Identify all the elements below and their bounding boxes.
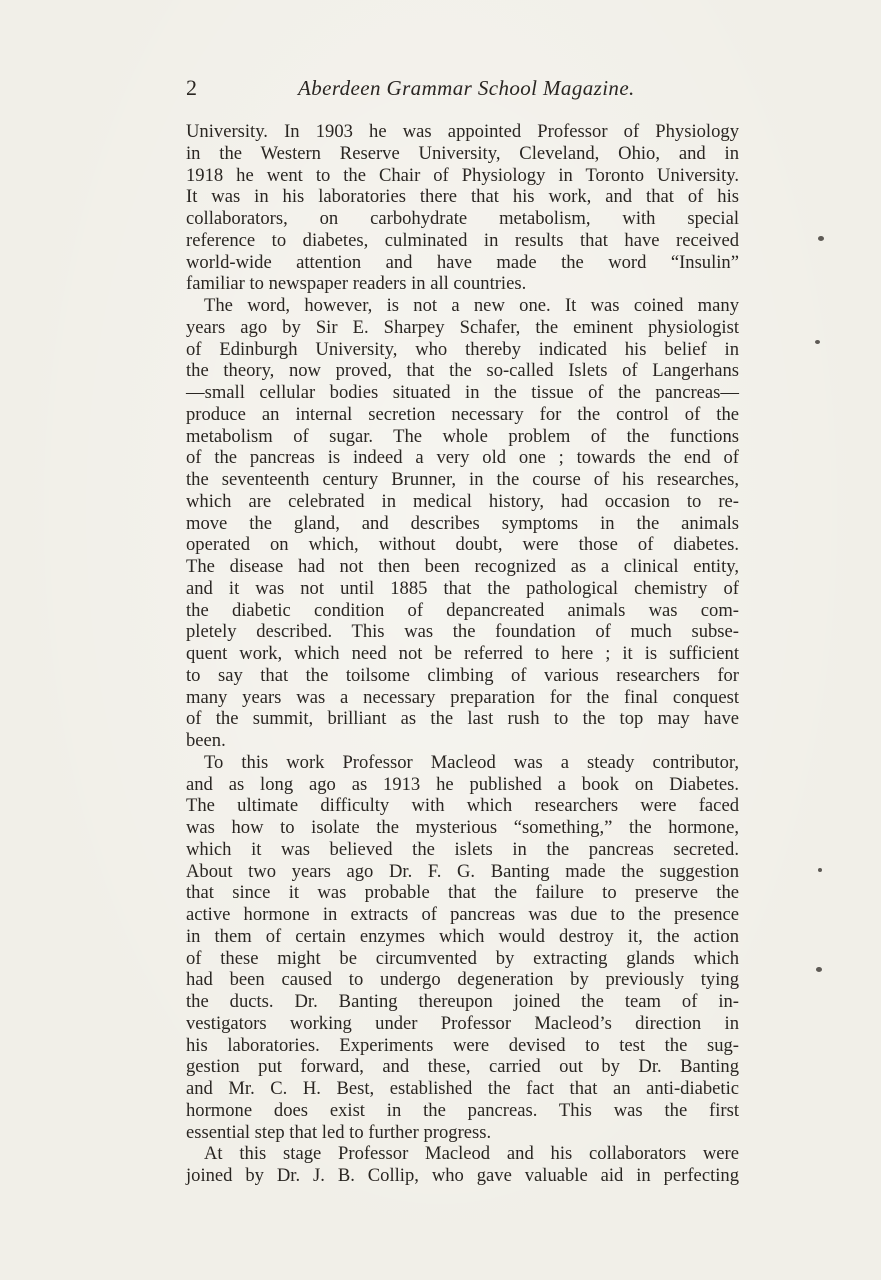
text-line: reference to diabetes, culminated in results that have received [186, 229, 739, 251]
text-line: in the Western Reserve University, Cleveland, Ohio, and in [186, 142, 739, 164]
text-line: About two years ago Dr. F. G. Banting made the suggestion [186, 860, 739, 882]
text-line: and it was not until 1885 that the pathological chemistry of [186, 577, 739, 599]
text-line: joined by Dr. J. B. Collip, who gave valuable aid in perfecting [186, 1165, 739, 1186]
text-line: the ducts. Dr. Banting thereupon joined the team of in- [186, 991, 739, 1012]
margin-speck [818, 236, 824, 241]
text-line: gestion put forward, and these, carried out by Dr. Banting [186, 1056, 739, 1078]
text-line: which it was believed the islets in the pancreas secreted. [186, 838, 739, 860]
text-line: metabolism of sugar. The whole problem of the functions [186, 425, 739, 447]
article-body [186, 121, 739, 1187]
text-line: many years was a necessary preparation for the final conquest [186, 686, 739, 708]
text-line: quent work, which need not be referred to here ; it is sufficient [186, 643, 739, 664]
text-line: University. In 1903 he was appointed Professor of Physiology [186, 121, 739, 142]
text-line: pletely described. This was the foundation of much subse- [186, 621, 739, 643]
text-line: world-wide attention and have made the word “Insulin” [186, 251, 739, 273]
text-line: the seventeenth century Brunner, in the course of his researches, [186, 469, 739, 490]
text-line: and as long ago as 1913 he published a book on Diabetes. [186, 773, 739, 795]
text-line: produce an internal secretion necessary for the control of the [186, 403, 739, 425]
text-line: active hormone in extracts of pancreas was due to the presence [186, 904, 739, 925]
text-line: his laboratories. Experiments were devised to test the sug- [186, 1034, 739, 1056]
text-line: move the gland, and describes symptoms in the animals [186, 512, 739, 534]
text-line: was how to isolate the mysterious “something,” the hormone, [186, 817, 739, 838]
text-line: The word, however, is not a new one. It was coined many [204, 295, 739, 316]
text-line: had been caused to undergo degeneration by previously tying [186, 969, 739, 991]
text-line: the theory, now proved, that the so-called Islets of Langerhans [186, 360, 739, 382]
text-line: and Mr. C. H. Best, established the fact that an anti-diabetic [186, 1078, 739, 1099]
text-line: of Edinburgh University, who thereby indicated his belief in [186, 338, 739, 360]
text-line: To this work Professor Macleod was a steady contributor, [204, 751, 739, 773]
text-line: collaborators, on carbohydrate metabolism, with special [186, 208, 739, 229]
margin-speck [816, 967, 822, 972]
margin-speck [818, 868, 822, 872]
text-line: in them of certain enzymes which would destroy it, the action [186, 925, 739, 947]
text-line: 1918 he went to the Chair of Physiology in Toronto University. [186, 164, 739, 186]
text-line: to say that the toilsome climbing of various researchers for [186, 664, 739, 686]
text-line: essential step that led to further progress. [186, 1121, 492, 1143]
text-line: which are celebrated in medical history, had occasion to re- [186, 490, 739, 512]
text-line: the diabetic condition of depancreated animals was com- [186, 599, 739, 621]
text-line: The disease had not then been recognized as a clinical entity, [186, 556, 739, 577]
text-line: years ago by Sir E. Sharpey Schafer, the eminent physiologist [186, 316, 739, 338]
text-line: of the pancreas is indeed a very old one ; towards the end of [186, 447, 739, 469]
margin-speck [815, 340, 820, 344]
text-line: It was in his laboratories there that his work, and that of his [186, 186, 739, 208]
text-line: that since it was probable that the failure to preserve the [186, 882, 739, 904]
page-number: 2 [186, 75, 197, 100]
text-line: familiar to newspaper readers in all countries. [186, 273, 527, 295]
text-line: At this stage Professor Macleod and his collaborators were [204, 1143, 739, 1165]
text-line: The ultimate difficulty with which researchers were faced [186, 795, 739, 817]
text-line: operated on which, without doubt, were those of diabetes. [186, 534, 739, 556]
text-line: of the summit, brilliant as the last rush to the top may have [186, 708, 739, 730]
text-line: hormone does exist in the pancreas. This was the first [186, 1099, 739, 1121]
text-line: of these might be circumvented by extracting glands which [186, 947, 739, 969]
text-line: been. [186, 730, 226, 751]
page-header [186, 74, 656, 106]
text-line: vestigators working under Professor Macleod’s direction in [186, 1012, 739, 1034]
running-title: Aberdeen Grammar School Magazine. [298, 76, 635, 100]
text-line: —small cellular bodies situated in the tissue of the pancreas— [186, 382, 739, 403]
